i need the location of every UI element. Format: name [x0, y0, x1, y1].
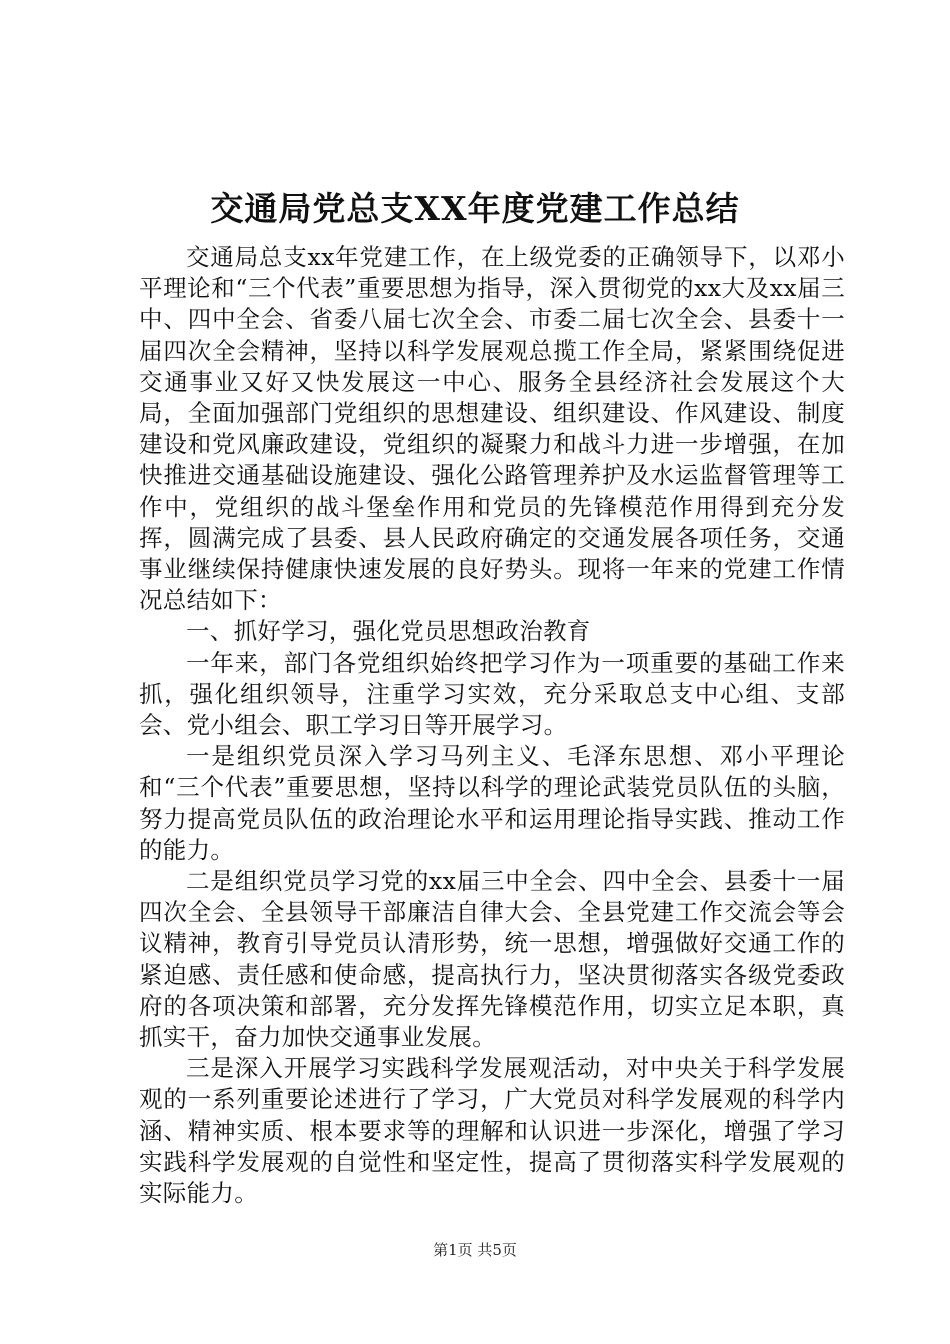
- paragraph-point-2: 二是组织党员学习党的xx届三中全会、四中全会、县委十一届四次全会、全县领导干部廉洁自律大会、全县党建工作交流会等会议精神，教育引导党员认清形势，统一思想，增强做好交通工作的紧迫感、责任感和使命感，提高执行力，坚决贯彻落实各级党委政府的各项决策和部署，充分发挥先锋模范作用，切实立足本职，真抓实干，奋力加快交通事业发展。: [139, 867, 845, 1052]
- paragraph-study-overview: 一年来，部门各党组织始终把学习作为一项重要的基础工作来抓，强化组织领导，注重学习实效，充分采取总支中心组、支部会、党小组会、职工学习日等开展学习。: [139, 648, 845, 740]
- section-heading-1: 一、抓好学习，强化党员思想政治教育: [186, 617, 591, 646]
- paragraph-point-1: 一是组织党员深入学习马列主义、毛泽东思想、邓小平理论和“三个代表”重要思想，坚持以科学的理论武装党员队伍的头脑，努力提高党员队伍的政治理论水平和运用理论指导实践、推动工作的能力。: [139, 742, 845, 864]
- document-body: [139, 242, 845, 1209]
- paragraph-intro: 交通局总支xx年党建工作，在上级党委的正确领导下，以邓小平理论和“三个代表”重要思想为指导，深入贯彻党的xx大及xx届三中、四中全会、省委八届七次全会、市委二届七次全会、县委十一届四次全会精神，坚持以科学发展观总揽工作全局，紧紧围绕促进交通事业又好又快发展这一中心、服务全县经济社会发展这个大局，全面加强部门党组织的思想建设、组织建设、作风建设、制度建设和党风廉政建设，党组织的凝聚力和战斗力进一步增强，在加快推进交通基础设施建设、强化公路管理养护及水运监督管理等工作中，党组织的战斗堡垒作用和党员的先锋模范作用得到充分发挥，圆满完成了县委、县人民政府确定的交通发展各项任务，交通事业继续保持健康快速发展的良好势头。现将一年来的党建工作情况总结如下：: [139, 243, 845, 615]
- page-number-footer: 第1页 共5页: [433, 1241, 517, 1259]
- document-title: 交通局党总支XX年度党建工作总结: [210, 189, 740, 228]
- paragraph-point-3: 三是深入开展学习实践科学发展观活动，对中央关于科学发展观的一系列重要论述进行了学习，广大党员对科学发展观的科学内涵、精神实质、根本要求等的理解和认识进一步深化，增强了学习实践科学发展观的自觉性和坚定性，提高了贯彻落实科学发展观的实际能力。: [139, 1054, 845, 1208]
